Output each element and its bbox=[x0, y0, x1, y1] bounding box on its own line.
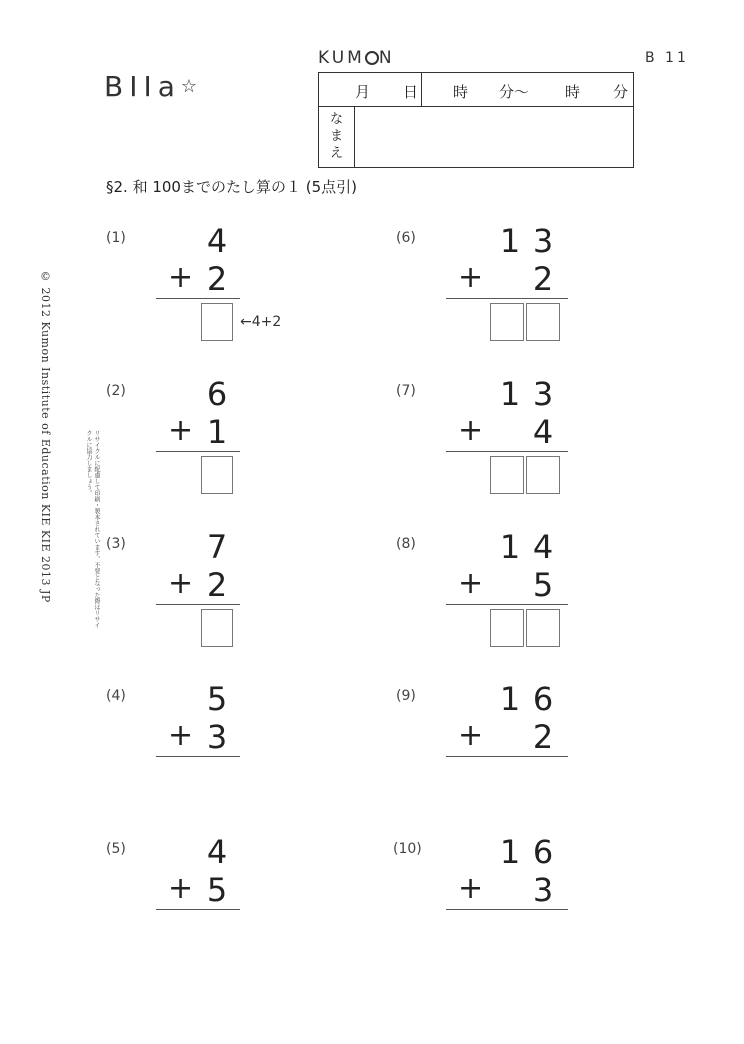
addend-top-tens: 1 bbox=[499, 833, 521, 871]
plus-sign: + bbox=[168, 260, 194, 295]
addend-top-ones: 3 bbox=[532, 375, 554, 413]
plus-sign: + bbox=[458, 718, 484, 753]
addend-top-ones: 6 bbox=[532, 833, 554, 871]
addend-top-tens: 1 bbox=[499, 222, 521, 260]
hour-label: 時 bbox=[453, 83, 469, 101]
answer-line bbox=[156, 604, 240, 605]
answer-line bbox=[446, 451, 568, 452]
addend-top: 5 bbox=[206, 680, 228, 718]
addend-top: 4 bbox=[206, 833, 228, 871]
addend-bottom: 3 bbox=[532, 871, 554, 909]
answer-line bbox=[156, 298, 240, 299]
date-time-row bbox=[319, 73, 633, 107]
addend-bottom: 3 bbox=[206, 718, 228, 756]
addend-top-ones: 4 bbox=[532, 528, 554, 566]
problem-number: (4) bbox=[106, 688, 126, 704]
problem-number: (8) bbox=[396, 536, 416, 552]
addend-top: 7 bbox=[206, 528, 228, 566]
minute-label-2: 分 bbox=[613, 83, 629, 101]
addend-top: 6 bbox=[206, 375, 228, 413]
level-title bbox=[104, 70, 203, 103]
problem-number: (1) bbox=[106, 230, 126, 246]
problem-number: (5) bbox=[106, 841, 126, 857]
addend-bottom: 4 bbox=[532, 413, 554, 451]
sheet-code: B 11 bbox=[645, 50, 689, 66]
answer-box[interactable] bbox=[201, 456, 233, 494]
month-label: 月 bbox=[355, 83, 371, 101]
divider bbox=[421, 73, 422, 107]
recycle-note: リサイクルに配慮して印刷・製本されています。不要となった際はリサイクルに協力しましょう。 bbox=[85, 430, 100, 628]
answer-line bbox=[156, 451, 240, 452]
addend-top: 4 bbox=[206, 222, 228, 260]
answer-box-tens[interactable] bbox=[490, 303, 524, 341]
problem-number: (3) bbox=[106, 536, 126, 552]
addend-top-ones: 6 bbox=[532, 680, 554, 718]
addend-bottom: 2 bbox=[532, 718, 554, 756]
addend-top-tens: 1 bbox=[499, 680, 521, 718]
name-label: なまえ bbox=[319, 107, 355, 167]
addend-bottom: 2 bbox=[206, 260, 228, 298]
addend-bottom: 5 bbox=[206, 871, 228, 909]
answer-box-tens[interactable] bbox=[490, 609, 524, 647]
answer-line bbox=[156, 909, 240, 910]
answer-line bbox=[446, 298, 568, 299]
plus-sign: + bbox=[168, 718, 194, 753]
addend-top-tens: 1 bbox=[499, 375, 521, 413]
answer-line bbox=[446, 604, 568, 605]
answer-box[interactable] bbox=[201, 609, 233, 647]
hint-text: ←4+2 bbox=[240, 314, 282, 330]
answer-line bbox=[156, 756, 240, 757]
date-name-box bbox=[318, 72, 634, 168]
plus-sign: + bbox=[458, 871, 484, 906]
addend-bottom: 2 bbox=[532, 260, 554, 298]
plus-sign: + bbox=[458, 260, 484, 295]
addend-top-tens: 1 bbox=[499, 528, 521, 566]
section-title: §2. 和 100までのたし算の１ (5点引) bbox=[106, 178, 357, 196]
answer-line bbox=[446, 756, 568, 757]
logo-face-icon bbox=[365, 51, 379, 65]
plus-sign: + bbox=[458, 413, 484, 448]
answer-box-ones[interactable] bbox=[526, 456, 560, 494]
answer-box-ones[interactable] bbox=[526, 609, 560, 647]
addend-bottom: 1 bbox=[206, 413, 228, 451]
brand-logo: KUM N bbox=[318, 48, 395, 68]
answer-box-ones[interactable] bbox=[526, 303, 560, 341]
answer-line bbox=[446, 909, 568, 910]
name-field[interactable] bbox=[355, 107, 631, 165]
problem-number: (2) bbox=[106, 383, 126, 399]
hour-label-2: 時 bbox=[565, 83, 581, 101]
problem-number: (9) bbox=[396, 688, 416, 704]
copyright-text: © 2012 Kumon Institute of Education KIE KIE 2013 JP bbox=[39, 270, 52, 603]
star-icon: ☆ bbox=[180, 76, 204, 97]
minute-tilde-label: 分〜 bbox=[499, 83, 530, 101]
answer-box-tens[interactable] bbox=[490, 456, 524, 494]
problem-number: (6) bbox=[396, 230, 416, 246]
day-label: 日 bbox=[403, 83, 419, 101]
answer-box[interactable] bbox=[201, 303, 233, 341]
plus-sign: + bbox=[168, 413, 194, 448]
plus-sign: + bbox=[168, 566, 194, 601]
addend-top-ones: 3 bbox=[532, 222, 554, 260]
plus-sign: + bbox=[458, 566, 484, 601]
addend-bottom: 5 bbox=[532, 566, 554, 604]
problem-number: (7) bbox=[396, 383, 416, 399]
addend-bottom: 2 bbox=[206, 566, 228, 604]
plus-sign: + bbox=[168, 871, 194, 906]
level-code: BIIa bbox=[104, 70, 181, 103]
problem-number: (10) bbox=[393, 841, 422, 857]
